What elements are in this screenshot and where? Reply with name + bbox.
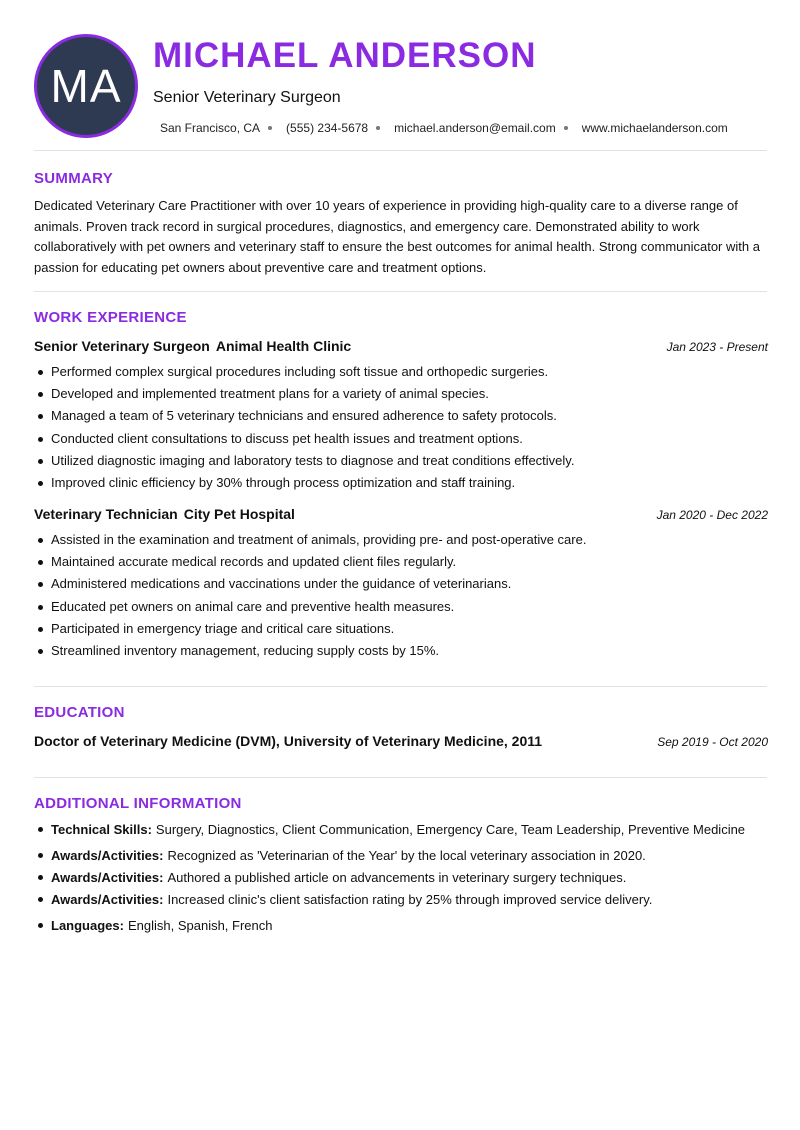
separator-dot	[268, 126, 272, 130]
info-key: Awards/Activities:	[51, 892, 164, 907]
list-item: Utilized diagnostic imaging and laboratory tests to diagnose and treat conditions effectively.	[34, 450, 768, 472]
list-item	[34, 820, 768, 840]
list-item: Developed and implemented treatment plans for a variety of animal species.	[34, 383, 768, 405]
job-title	[34, 338, 351, 354]
list-item: Improved clinic efficiency by 30% through process optimization and staff training.	[34, 472, 768, 494]
job-bullets	[34, 529, 768, 662]
job-organization: Animal Health Clinic	[215, 338, 352, 354]
info-key: Languages:	[51, 918, 124, 933]
candidate-name: MICHAEL ANDERSON	[153, 36, 537, 75]
section-title-experience: WORK EXPERIENCE	[34, 309, 187, 326]
list-item: Managed a team of 5 veterinary technicians and ensured adherence to safety protocols.	[34, 405, 768, 427]
info-key: Awards/Activities:	[51, 870, 164, 885]
list-item: Streamlined inventory management, reducing supply costs by 15%.	[34, 640, 768, 662]
job-dates: Jan 2023 - Present	[666, 340, 768, 354]
contact-website[interactable]: www.michaelanderson.com	[581, 121, 728, 135]
list-item	[34, 846, 768, 866]
list-item: Maintained accurate medical records and updated client files regularly.	[34, 551, 768, 573]
list-item: Administered medications and vaccinations under the guidance of veterinarians.	[34, 573, 768, 595]
job-bullets	[34, 361, 768, 494]
list-item	[34, 890, 768, 910]
job-dates: Jan 2020 - Dec 2022	[656, 508, 768, 522]
list-item: Educated pet owners on animal care and preventive health measures.	[34, 596, 768, 618]
summary-text: Dedicated Veterinary Care Practitioner with over 10 years of experience in providing high-quality care to a diverse range of animals. Proven track record in surgical procedures, diagnostics, and emergency care. Demonstrated ability to work collaboratively with pet owners and veterinary staff to ensure the best outcomes for animal health. Strong communicator with a passion for educating pet owners about preventive care and treatment options.	[34, 198, 760, 275]
job-role: Senior Veterinary Surgeon	[34, 338, 210, 354]
divider	[34, 150, 767, 151]
info-value: Increased clinic's client satisfaction rating by 25% through improved service delivery.	[167, 892, 653, 907]
separator-dot	[376, 126, 380, 130]
contact-location: San Francisco, CA	[160, 121, 261, 135]
list-item	[34, 916, 768, 936]
list-item	[34, 868, 768, 888]
contact-phone[interactable]: (555) 234-5678	[286, 121, 369, 135]
list-item: Assisted in the examination and treatment of animals, providing pre- and post-operative care.	[34, 529, 768, 551]
section-title-summary: SUMMARY	[34, 170, 114, 187]
divider	[34, 291, 767, 292]
contact-bar	[160, 121, 728, 135]
avatar	[34, 34, 138, 138]
divider	[34, 777, 767, 778]
list-item: Participated in emergency triage and critical care situations.	[34, 618, 768, 640]
education-dates: Sep 2019 - Oct 2020	[657, 735, 768, 749]
additional-info-list	[34, 820, 768, 936]
avatar-initials: MA	[50, 60, 122, 112]
job-header	[34, 338, 768, 354]
education-degree: Doctor of Veterinary Medicine (DVM), University of Veterinary Medicine, 2011	[34, 733, 543, 749]
separator-dot	[564, 126, 568, 130]
job-role: Veterinary Technician	[34, 506, 178, 522]
info-value: English, Spanish, French	[127, 918, 273, 933]
job-organization: City Pet Hospital	[183, 506, 295, 522]
list-item: Performed complex surgical procedures including soft tissue and orthopedic surgeries.	[34, 361, 768, 383]
list-item: Conducted client consultations to discuss pet health issues and treatment options.	[34, 428, 768, 450]
education-entry	[34, 733, 768, 749]
contact-email[interactable]: michael.anderson@email.com	[394, 121, 556, 135]
info-value: Recognized as 'Veterinarian of the Year' by the local veterinary association in 2020.	[167, 848, 646, 863]
info-key: Technical Skills:	[51, 822, 152, 837]
divider	[34, 686, 767, 687]
info-value: Surgery, Diagnostics, Client Communication, Emergency Care, Team Leadership, Preventive Medicine	[155, 822, 746, 837]
candidate-role: Senior Veterinary Surgeon	[153, 89, 341, 106]
info-key: Awards/Activities:	[51, 848, 164, 863]
job-header	[34, 506, 768, 522]
job-title	[34, 506, 295, 522]
info-value: Authored a published article on advancements in veterinary surgery techniques.	[167, 870, 627, 885]
section-title-education: EDUCATION	[34, 704, 125, 721]
section-title-additional: ADDITIONAL INFORMATION	[34, 795, 242, 812]
